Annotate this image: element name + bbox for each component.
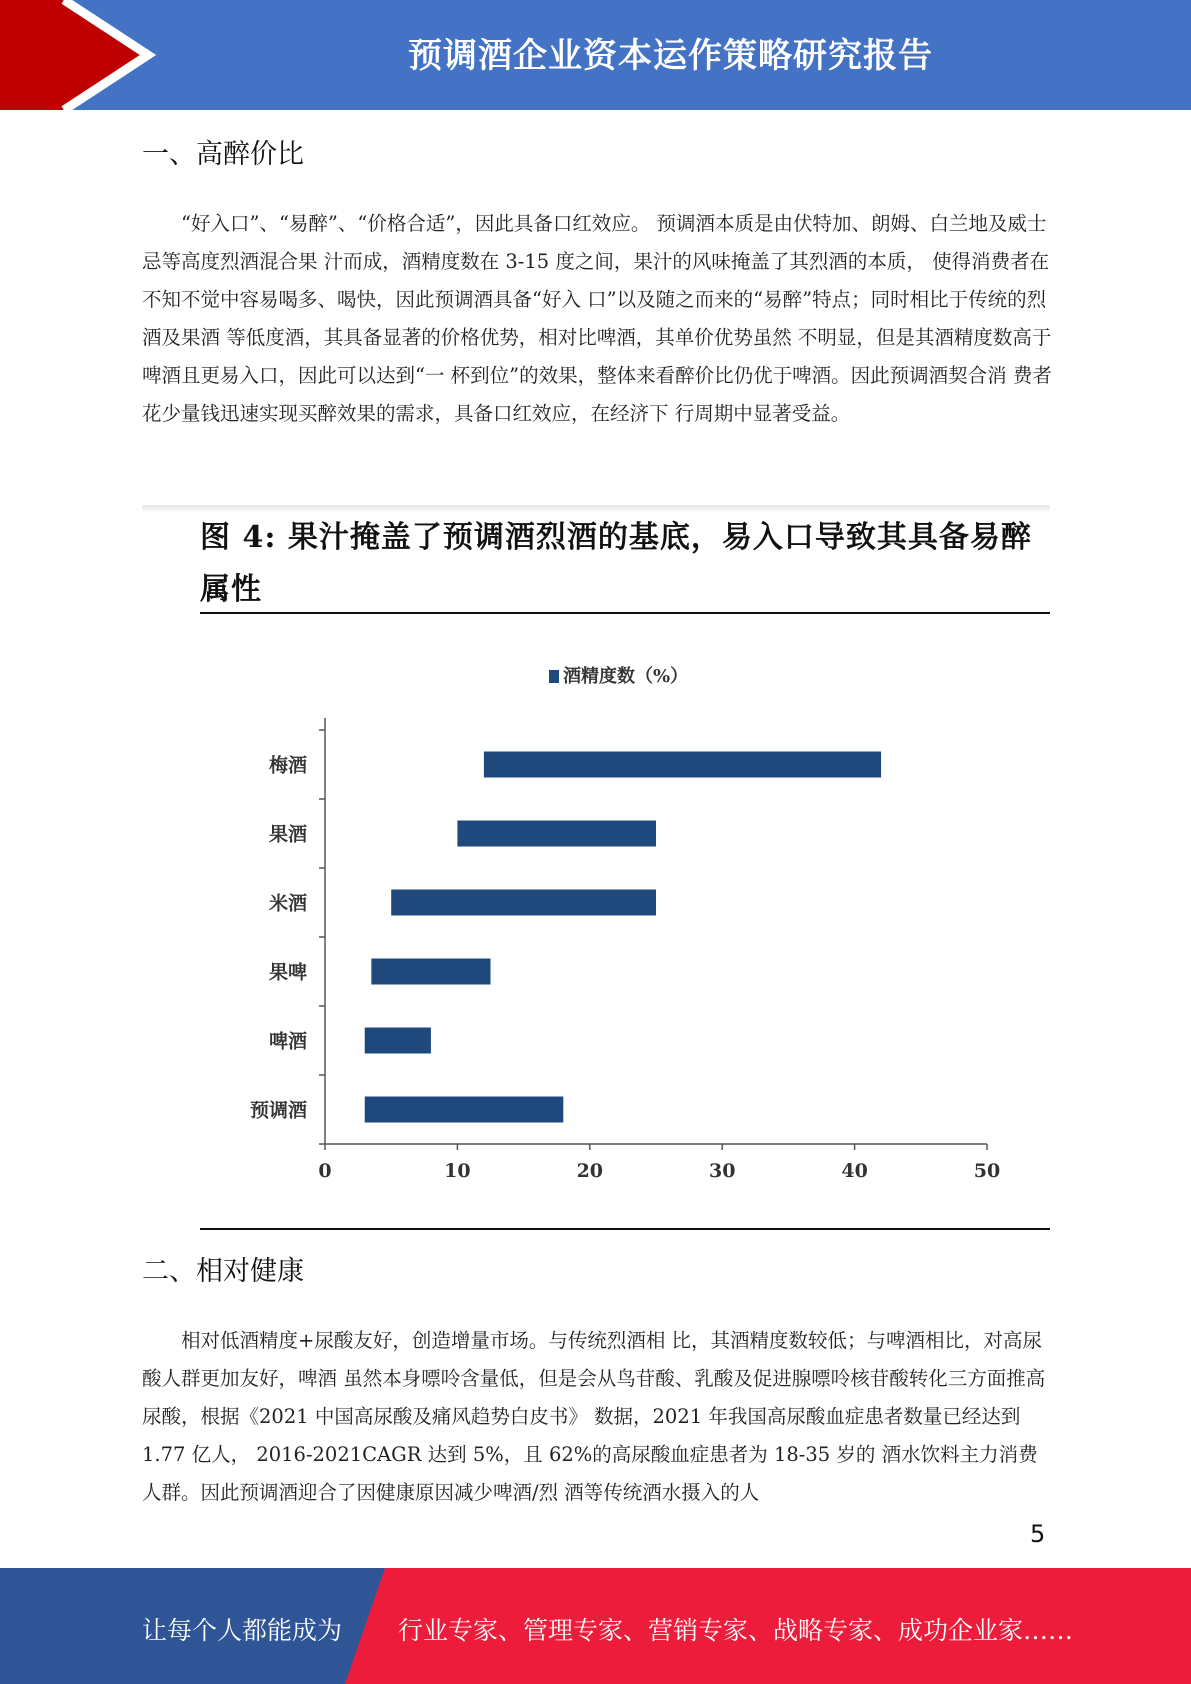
figure-top-rule: [200, 612, 1050, 614]
page-footer: [0, 1568, 1191, 1684]
chart-legend: [549, 665, 688, 687]
section-paragraph-2: 相对低酒精度+尿酸友好，创造增量市场。与传统烈酒相 比，其酒精度数较低；与啤酒相比，对高尿酸人群更加友好，啤酒 虽然本身嘌呤含量低，但是会从鸟苷酸、乳酸及促进腺嘌呤核苷酸转化三方面推高尿酸，根据《2021 中国高尿酸及痛风趋势白皮书》 数据，2021 年我国高尿酸血症患者数量已经达到 1.77 亿人， 2016-2021CAGR 达到 5%，且 62%的高尿酸血症患者为 18-35 岁的 酒水饮料主力消费人群。因此预调酒迎合了因健康原因减少啤酒/烈 酒等传统酒水摄入的人: [142, 1329, 1046, 1504]
x-tick-label: 50: [973, 1160, 1001, 1182]
category-label: 果酒: [268, 823, 307, 846]
report-title: 预调酒企业资本运作策略研究报告: [408, 36, 933, 76]
bar-5: [365, 1097, 564, 1123]
x-tick-label: 0: [318, 1160, 332, 1182]
category-label: 预调酒: [249, 1099, 307, 1122]
legend-swatch: [549, 670, 559, 683]
figure-bottom-rule: [200, 1228, 1050, 1230]
category-label: 啤酒: [268, 1030, 307, 1053]
bar-1: [457, 821, 656, 847]
section-heading-2: 二、相对健康: [142, 1256, 304, 1287]
bar-2: [391, 890, 656, 916]
bar-4: [365, 1028, 431, 1054]
page-header: [0, 0, 1191, 110]
x-tick-label: 30: [708, 1160, 736, 1182]
footer-slogan-left: 让每个人都能成为: [142, 1616, 343, 1645]
section-paragraph-1: “好入口”、“易醉”、“价格合适”，因此具备口红效应。 预调酒本质是由伏特加、朗姆、白兰地及威士忌等高度烈酒混合果 汁而成，酒精度数在 3-15 度之间，果汁的风味掩盖了其烈酒的本质， 使得消费者在不知不觉中容易喝多、喝快，因此预调酒具备“好入 口”以及随之而来的“易醉”特点；同时相比于传统的烈酒及果酒 等低度酒，其具备显著的价格优势，相对比啤酒，其单价优势虽然 不明显，但是其酒精度数高于啤酒且更易入口，因此可以达到“一 杯到位”的效果，整体来看醉价比仍优于啤酒。因此预调酒契合消 费者花少量钱迅速实现买醉效果的需求，具备口红效应，在经济下 行周期中显著受益。: [142, 212, 1052, 425]
x-tick-label: 40: [841, 1160, 868, 1182]
bar-0: [484, 752, 881, 778]
footer-slogan-right: 行业专家、管理专家、营销专家、战略专家、成功企业家……: [398, 1616, 1074, 1645]
category-label: 米酒: [268, 892, 307, 915]
x-tick-label: 20: [576, 1160, 604, 1182]
legend-label: 酒精度数（%）: [563, 666, 689, 687]
x-tick-label: 10: [444, 1160, 471, 1182]
page-number: 5: [1030, 1520, 1046, 1548]
section-heading-1: 一、高醉价比: [142, 139, 304, 170]
bar-3: [371, 959, 490, 985]
header-arrow-decoration: [0, 0, 160, 110]
alcohol-content-bar-chart: [200, 640, 1050, 1195]
figure-caption: 图 4: 果汁掩盖了预调酒烈酒的基底，易入口导致其具备易醉属性: [200, 520, 1032, 607]
category-label: 果啤: [268, 961, 307, 984]
category-label: 梅酒: [268, 754, 307, 777]
